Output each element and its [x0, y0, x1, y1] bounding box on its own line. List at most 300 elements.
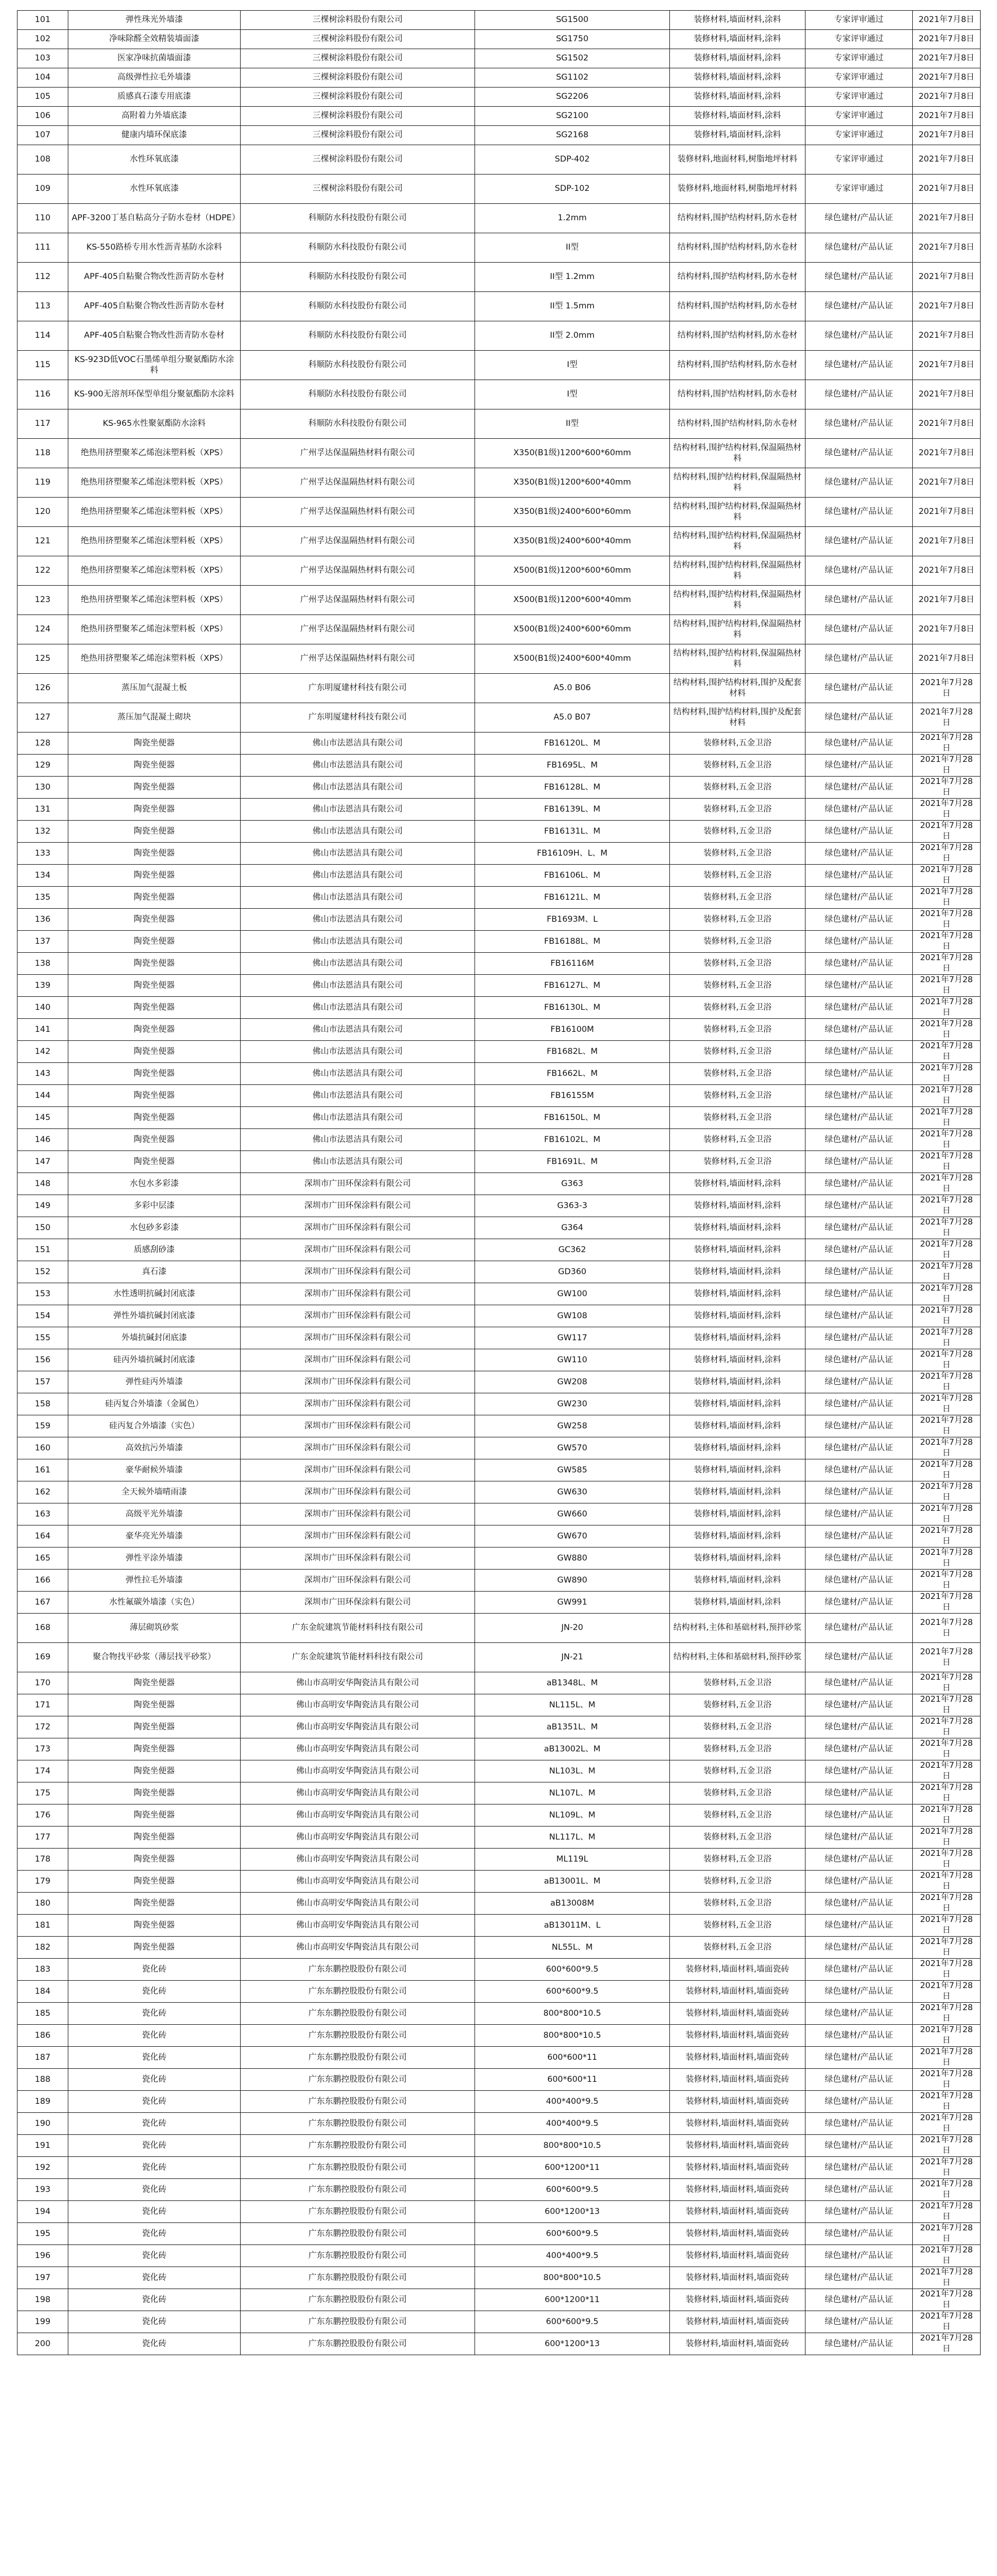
category-cell: 装修材料,墙面材料,涂料 — [670, 1305, 806, 1327]
product-name-cell: 陶瓷坐便器 — [68, 843, 241, 865]
model-cell: FB16130L、M — [475, 997, 670, 1019]
certification-cell: 绿色建材/产品认证 — [806, 975, 913, 997]
category-cell: 装修材料,五金卫浴 — [670, 1804, 806, 1827]
row-number-cell: 182 — [18, 1937, 68, 1959]
date-cell: 2021年7月28日 — [913, 1849, 981, 1871]
date-cell: 2021年7月28日 — [913, 2157, 981, 2179]
model-cell: X500(B1级)2400*600*40mm — [475, 644, 670, 674]
row-number-cell: 185 — [18, 2003, 68, 2025]
date-cell: 2021年7月8日 — [913, 615, 981, 644]
row-number-cell: 143 — [18, 1063, 68, 1085]
certification-cell: 绿色建材/产品认证 — [806, 1694, 913, 1716]
row-number-cell: 188 — [18, 2069, 68, 2091]
category-cell: 装修材料,墙面材料,墙面瓷砖 — [670, 2245, 806, 2267]
product-name-cell: 陶瓷坐便器 — [68, 865, 241, 887]
product-name-cell: 陶瓷坐便器 — [68, 733, 241, 755]
date-cell: 2021年7月28日 — [913, 1437, 981, 1459]
certification-cell: 绿色建材/产品认证 — [806, 1283, 913, 1305]
product-name-cell: 弹性珠光外墙漆 — [68, 11, 241, 30]
row-number-cell: 159 — [18, 1415, 68, 1437]
table-row — [18, 1871, 981, 1893]
certification-cell: 绿色建材/产品认证 — [806, 1173, 913, 1195]
product-name-cell: 瓷化砖 — [68, 2003, 241, 2025]
row-number-cell: 164 — [18, 1525, 68, 1548]
table-row — [18, 527, 981, 556]
category-cell: 结构材料,围护结构材料,防水卷材 — [670, 409, 806, 439]
date-cell: 2021年7月28日 — [913, 1459, 981, 1481]
date-cell: 2021年7月28日 — [913, 1804, 981, 1827]
category-cell: 装修材料,五金卫浴 — [670, 1782, 806, 1804]
table-row — [18, 755, 981, 777]
model-cell: NL103L、M — [475, 1760, 670, 1782]
model-cell: aB1348L、M — [475, 1672, 670, 1694]
date-cell: 2021年7月28日 — [913, 1871, 981, 1893]
model-cell: GW630 — [475, 1481, 670, 1503]
product-name-cell: 多彩中层漆 — [68, 1195, 241, 1217]
table-row — [18, 1643, 981, 1672]
category-cell: 装修材料,墙面材料,墙面瓷砖 — [670, 2333, 806, 2355]
company-cell: 广东东鹏控股股份有限公司 — [241, 2025, 475, 2047]
model-cell: X500(B1级)1200*600*40mm — [475, 586, 670, 615]
company-cell: 广东金皖建筑节能材料科技有限公司 — [241, 1643, 475, 1672]
category-cell: 装修材料,五金卫浴 — [670, 1019, 806, 1041]
table-row — [18, 997, 981, 1019]
certification-cell: 绿色建材/产品认证 — [806, 799, 913, 821]
company-cell: 三棵树涂料股份有限公司 — [241, 145, 475, 175]
table-row — [18, 556, 981, 586]
date-cell: 2021年7月28日 — [913, 909, 981, 931]
row-number-cell: 183 — [18, 1959, 68, 1981]
product-name-cell: 陶瓷坐便器 — [68, 1019, 241, 1041]
row-number-cell: 147 — [18, 1151, 68, 1173]
table-row — [18, 1173, 981, 1195]
company-cell: 广东东鹏控股股份有限公司 — [241, 2179, 475, 2201]
model-cell: I型 — [475, 380, 670, 409]
certification-cell: 专家评审通过 — [806, 88, 913, 107]
category-cell: 装修材料,五金卫浴 — [670, 1694, 806, 1716]
date-cell: 2021年7月28日 — [913, 1959, 981, 1981]
company-cell: 佛山市法恩洁具有限公司 — [241, 931, 475, 953]
product-name-cell: 质感刮砂漆 — [68, 1239, 241, 1261]
product-name-cell: 硅丙复合外墙漆（金属色） — [68, 1393, 241, 1415]
product-name-cell: 瓷化砖 — [68, 1981, 241, 2003]
date-cell: 2021年7月28日 — [913, 1481, 981, 1503]
row-number-cell: 179 — [18, 1871, 68, 1893]
product-name-cell: 绝热用挤塑聚苯乙烯泡沫塑料板（XPS） — [68, 586, 241, 615]
company-cell: 三棵树涂料股份有限公司 — [241, 175, 475, 204]
product-name-cell: 豪华耐候外墙漆 — [68, 1459, 241, 1481]
table-row — [18, 1107, 981, 1129]
product-name-cell: 聚合物找平砂浆（薄层找平砂浆） — [68, 1643, 241, 1672]
certification-cell: 专家评审通过 — [806, 126, 913, 145]
certification-cell: 绿色建材/产品认证 — [806, 644, 913, 674]
certification-cell: 绿色建材/产品认证 — [806, 1129, 913, 1151]
model-cell: SDP-102 — [475, 175, 670, 204]
product-name-cell: 陶瓷坐便器 — [68, 1672, 241, 1694]
category-cell: 结构材料,围护结构材料,防水卷材 — [670, 263, 806, 292]
certification-cell: 绿色建材/产品认证 — [806, 1305, 913, 1327]
model-cell: FB1695L、M — [475, 755, 670, 777]
row-number-cell: 162 — [18, 1481, 68, 1503]
certification-cell: 绿色建材/产品认证 — [806, 1782, 913, 1804]
certification-cell: 绿色建材/产品认证 — [806, 586, 913, 615]
company-cell: 深圳市广田环保涂料有限公司 — [241, 1481, 475, 1503]
model-cell: FB16109H、L、M — [475, 843, 670, 865]
model-cell: GW890 — [475, 1570, 670, 1592]
row-number-cell: 154 — [18, 1305, 68, 1327]
category-cell: 结构材料,围护结构材料,保温隔热材料 — [670, 556, 806, 586]
date-cell: 2021年7月28日 — [913, 1195, 981, 1217]
product-name-cell: 水性环氧底漆 — [68, 145, 241, 175]
date-cell: 2021年7月28日 — [913, 1019, 981, 1041]
row-number-cell: 118 — [18, 439, 68, 468]
certification-cell: 绿色建材/产品认证 — [806, 1937, 913, 1959]
row-number-cell: 130 — [18, 777, 68, 799]
certification-cell: 绿色建材/产品认证 — [806, 1393, 913, 1415]
certification-cell: 绿色建材/产品认证 — [806, 380, 913, 409]
row-number-cell: 178 — [18, 1849, 68, 1871]
product-name-cell: 陶瓷坐便器 — [68, 1849, 241, 1871]
category-cell: 装修材料,墙面材料,墙面瓷砖 — [670, 2003, 806, 2025]
row-number-cell: 136 — [18, 909, 68, 931]
table-row — [18, 821, 981, 843]
category-cell: 结构材料,围护结构材料,保温隔热材料 — [670, 527, 806, 556]
date-cell: 2021年7月28日 — [913, 777, 981, 799]
table-row — [18, 733, 981, 755]
product-name-cell: 瓷化砖 — [68, 2223, 241, 2245]
certification-cell: 绿色建材/产品认证 — [806, 2157, 913, 2179]
company-cell: 佛山市高明安华陶瓷洁具有限公司 — [241, 1672, 475, 1694]
row-number-cell: 144 — [18, 1085, 68, 1107]
company-cell: 深圳市广田环保涂料有限公司 — [241, 1415, 475, 1437]
product-name-cell: 薄层砌筑砂浆 — [68, 1614, 241, 1643]
date-cell: 2021年7月28日 — [913, 2047, 981, 2069]
product-name-cell: 陶瓷坐便器 — [68, 909, 241, 931]
product-name-cell: 陶瓷坐便器 — [68, 1804, 241, 1827]
category-cell: 装修材料,五金卫浴 — [670, 1063, 806, 1085]
model-cell: GW258 — [475, 1415, 670, 1437]
model-cell: GD360 — [475, 1261, 670, 1283]
table-row — [18, 1151, 981, 1173]
model-cell: 600*1200*13 — [475, 2201, 670, 2223]
model-cell: SG2100 — [475, 107, 670, 126]
row-number-cell: 163 — [18, 1503, 68, 1525]
row-number-cell: 129 — [18, 755, 68, 777]
certification-cell: 绿色建材/产品认证 — [806, 733, 913, 755]
table-row — [18, 1782, 981, 1804]
certification-cell: 绿色建材/产品认证 — [806, 2311, 913, 2333]
company-cell: 佛山市法恩洁具有限公司 — [241, 909, 475, 931]
model-cell: X500(B1级)1200*600*60mm — [475, 556, 670, 586]
row-number-cell: 102 — [18, 30, 68, 49]
product-name-cell: 陶瓷坐便器 — [68, 887, 241, 909]
table-row — [18, 1063, 981, 1085]
product-name-cell: 瓷化砖 — [68, 2091, 241, 2113]
certification-cell: 绿色建材/产品认证 — [806, 1871, 913, 1893]
date-cell: 2021年7月28日 — [913, 703, 981, 733]
row-number-cell: 195 — [18, 2223, 68, 2245]
company-cell: 深圳市广田环保涂料有限公司 — [241, 1548, 475, 1570]
category-cell: 装修材料,墙面材料,涂料 — [670, 1195, 806, 1217]
product-name-cell: 陶瓷坐便器 — [68, 953, 241, 975]
row-number-cell: 174 — [18, 1760, 68, 1782]
model-cell: GW660 — [475, 1503, 670, 1525]
certification-cell: 绿色建材/产品认证 — [806, 1063, 913, 1085]
certification-cell: 绿色建材/产品认证 — [806, 843, 913, 865]
row-number-cell: 119 — [18, 468, 68, 498]
product-name-cell: 蒸压加气混凝土板 — [68, 674, 241, 703]
certification-cell: 绿色建材/产品认证 — [806, 1548, 913, 1570]
row-number-cell: 194 — [18, 2201, 68, 2223]
certification-cell: 绿色建材/产品认证 — [806, 1261, 913, 1283]
category-cell: 装修材料,五金卫浴 — [670, 1827, 806, 1849]
row-number-cell: 175 — [18, 1782, 68, 1804]
row-number-cell: 110 — [18, 204, 68, 233]
product-name-cell: 弹性外墙抗碱封闭底漆 — [68, 1305, 241, 1327]
model-cell: 400*400*9.5 — [475, 2245, 670, 2267]
model-cell: 600*600*9.5 — [475, 1981, 670, 2003]
row-number-cell: 111 — [18, 233, 68, 263]
company-cell: 科顺防水科技股份有限公司 — [241, 409, 475, 439]
date-cell: 2021年7月28日 — [913, 1415, 981, 1437]
table-row — [18, 799, 981, 821]
category-cell: 装修材料,五金卫浴 — [670, 1041, 806, 1063]
category-cell: 装修材料,墙面材料,涂料 — [670, 1503, 806, 1525]
certification-cell: 绿色建材/产品认证 — [806, 1760, 913, 1782]
table-row — [18, 1592, 981, 1614]
table-row — [18, 1760, 981, 1782]
row-number-cell: 166 — [18, 1570, 68, 1592]
model-cell: SG1102 — [475, 68, 670, 88]
date-cell: 2021年7月28日 — [913, 1371, 981, 1393]
date-cell: 2021年7月28日 — [913, 975, 981, 997]
certification-cell: 绿色建材/产品认证 — [806, 2333, 913, 2355]
model-cell: GW100 — [475, 1283, 670, 1305]
date-cell: 2021年7月8日 — [913, 107, 981, 126]
certification-cell: 绿色建材/产品认证 — [806, 2047, 913, 2069]
date-cell: 2021年7月8日 — [913, 88, 981, 107]
company-cell: 佛山市法恩洁具有限公司 — [241, 953, 475, 975]
model-cell: FB16127L、M — [475, 975, 670, 997]
certification-cell: 绿色建材/产品认证 — [806, 1525, 913, 1548]
certification-cell: 绿色建材/产品认证 — [806, 351, 913, 380]
product-name-cell: 陶瓷坐便器 — [68, 1107, 241, 1129]
model-cell: GW230 — [475, 1393, 670, 1415]
table-row — [18, 1614, 981, 1643]
product-name-cell: 瓷化砖 — [68, 2311, 241, 2333]
company-cell: 科顺防水科技股份有限公司 — [241, 233, 475, 263]
product-name-cell: KS-550路桥专用水性沥青基防水涂料 — [68, 233, 241, 263]
date-cell: 2021年7月28日 — [913, 733, 981, 755]
model-cell: GW117 — [475, 1327, 670, 1349]
category-cell: 装修材料,五金卫浴 — [670, 1716, 806, 1738]
model-cell: aB13011M、L — [475, 1915, 670, 1937]
company-cell: 三棵树涂料股份有限公司 — [241, 68, 475, 88]
model-cell: JN-21 — [475, 1643, 670, 1672]
date-cell: 2021年7月28日 — [913, 2091, 981, 2113]
category-cell: 装修材料,五金卫浴 — [670, 1107, 806, 1129]
product-name-cell: 质感真石漆专用底漆 — [68, 88, 241, 107]
certification-cell: 绿色建材/产品认证 — [806, 321, 913, 351]
row-number-cell: 168 — [18, 1614, 68, 1643]
product-name-cell: 水性氟碳外墙漆（实色） — [68, 1592, 241, 1614]
company-cell: 三棵树涂料股份有限公司 — [241, 11, 475, 30]
company-cell: 佛山市法恩洁具有限公司 — [241, 1041, 475, 1063]
product-name-cell: 医家净味抗菌墙面漆 — [68, 49, 241, 68]
row-number-cell: 176 — [18, 1804, 68, 1827]
product-name-cell: 瓷化砖 — [68, 2289, 241, 2311]
date-cell: 2021年7月28日 — [913, 1239, 981, 1261]
date-cell: 2021年7月8日 — [913, 409, 981, 439]
row-number-cell: 148 — [18, 1173, 68, 1195]
date-cell: 2021年7月28日 — [913, 2179, 981, 2201]
product-name-cell: 瓷化砖 — [68, 2201, 241, 2223]
certification-cell: 绿色建材/产品认证 — [806, 1459, 913, 1481]
date-cell: 2021年7月8日 — [913, 468, 981, 498]
company-cell: 广东东鹏控股股份有限公司 — [241, 2113, 475, 2135]
certification-cell: 绿色建材/产品认证 — [806, 1959, 913, 1981]
table-row — [18, 2047, 981, 2069]
certification-cell: 绿色建材/产品认证 — [806, 755, 913, 777]
product-name-cell: 硅丙复合外墙漆（实色） — [68, 1415, 241, 1437]
certification-cell: 绿色建材/产品认证 — [806, 2025, 913, 2047]
table-row — [18, 2333, 981, 2355]
certification-cell: 绿色建材/产品认证 — [806, 615, 913, 644]
row-number-cell: 135 — [18, 887, 68, 909]
company-cell: 佛山市法恩洁具有限公司 — [241, 755, 475, 777]
model-cell: NL107L、M — [475, 1782, 670, 1804]
certification-cell: 绿色建材/产品认证 — [806, 1327, 913, 1349]
company-cell: 三棵树涂料股份有限公司 — [241, 49, 475, 68]
row-number-cell: 139 — [18, 975, 68, 997]
date-cell: 2021年7月8日 — [913, 263, 981, 292]
date-cell: 2021年7月28日 — [913, 2289, 981, 2311]
product-name-cell: 弹性平涂外墙漆 — [68, 1548, 241, 1570]
row-number-cell: 180 — [18, 1893, 68, 1915]
date-cell: 2021年7月28日 — [913, 1760, 981, 1782]
product-name-cell: 绝热用挤塑聚苯乙烯泡沫塑料板（XPS） — [68, 468, 241, 498]
category-cell: 装修材料,五金卫浴 — [670, 1672, 806, 1694]
certification-cell: 绿色建材/产品认证 — [806, 2091, 913, 2113]
certification-cell: 绿色建材/产品认证 — [806, 2267, 913, 2289]
product-name-cell: 高效抗污外墙漆 — [68, 1437, 241, 1459]
row-number-cell: 173 — [18, 1738, 68, 1760]
category-cell: 装修材料,五金卫浴 — [670, 1893, 806, 1915]
company-cell: 深圳市广田环保涂料有限公司 — [241, 1283, 475, 1305]
table-row — [18, 2135, 981, 2157]
model-cell: SG2206 — [475, 88, 670, 107]
row-number-cell: 146 — [18, 1129, 68, 1151]
table-row — [18, 1481, 981, 1503]
company-cell: 深圳市广田环保涂料有限公司 — [241, 1570, 475, 1592]
date-cell: 2021年7月28日 — [913, 1283, 981, 1305]
certification-cell: 绿色建材/产品认证 — [806, 674, 913, 703]
row-number-cell: 109 — [18, 175, 68, 204]
model-cell: FB16139L、M — [475, 799, 670, 821]
category-cell: 结构材料,围护结构材料,防水卷材 — [670, 321, 806, 351]
certification-cell: 绿色建材/产品认证 — [806, 1239, 913, 1261]
certification-cell: 绿色建材/产品认证 — [806, 2069, 913, 2091]
product-name-cell: 豪华亮光外墙漆 — [68, 1525, 241, 1548]
date-cell: 2021年7月28日 — [913, 1782, 981, 1804]
model-cell: 600*600*11 — [475, 2069, 670, 2091]
date-cell: 2021年7月28日 — [913, 1151, 981, 1173]
category-cell: 装修材料,五金卫浴 — [670, 1849, 806, 1871]
company-cell: 佛山市高明安华陶瓷洁具有限公司 — [241, 1871, 475, 1893]
category-cell: 结构材料,围护结构材料,保温隔热材料 — [670, 439, 806, 468]
model-cell: aB1351L、M — [475, 1716, 670, 1738]
model-cell: FB16128L、M — [475, 777, 670, 799]
model-cell: aB13008M — [475, 1893, 670, 1915]
category-cell: 结构材料,围护结构材料,防水卷材 — [670, 380, 806, 409]
category-cell: 装修材料,五金卫浴 — [670, 843, 806, 865]
model-cell: I型 — [475, 351, 670, 380]
model-cell: FB16106L、M — [475, 865, 670, 887]
row-number-cell: 181 — [18, 1915, 68, 1937]
product-name-cell: 陶瓷坐便器 — [68, 821, 241, 843]
row-number-cell: 150 — [18, 1217, 68, 1239]
table-row — [18, 1849, 981, 1871]
certification-cell: 绿色建材/产品认证 — [806, 556, 913, 586]
table-row — [18, 1019, 981, 1041]
product-name-cell: 陶瓷坐便器 — [68, 1738, 241, 1760]
company-cell: 广州孚达保温隔热材料有限公司 — [241, 615, 475, 644]
table-row — [18, 931, 981, 953]
company-cell: 深圳市广田环保涂料有限公司 — [241, 1195, 475, 1217]
company-cell: 深圳市广田环保涂料有限公司 — [241, 1173, 475, 1195]
product-name-cell: 瓷化砖 — [68, 2069, 241, 2091]
date-cell: 2021年7月28日 — [913, 1827, 981, 1849]
table-row — [18, 953, 981, 975]
table-row — [18, 615, 981, 644]
model-cell: JN-20 — [475, 1614, 670, 1643]
date-cell: 2021年7月28日 — [913, 1525, 981, 1548]
model-cell: GW108 — [475, 1305, 670, 1327]
product-name-cell: 绝热用挤塑聚苯乙烯泡沫塑料板（XPS） — [68, 615, 241, 644]
company-cell: 佛山市高明安华陶瓷洁具有限公司 — [241, 1915, 475, 1937]
category-cell: 装修材料,五金卫浴 — [670, 755, 806, 777]
company-cell: 科顺防水科技股份有限公司 — [241, 263, 475, 292]
row-number-cell: 170 — [18, 1672, 68, 1694]
product-name-cell: APF-405自粘聚合物改性沥青防水卷材 — [68, 263, 241, 292]
category-cell: 装修材料,墙面材料,涂料 — [670, 49, 806, 68]
date-cell: 2021年7月8日 — [913, 233, 981, 263]
product-name-cell: 弹性硅丙外墙漆 — [68, 1371, 241, 1393]
model-cell: GW208 — [475, 1371, 670, 1393]
category-cell: 结构材料,围护结构材料,保温隔热材料 — [670, 615, 806, 644]
company-cell: 佛山市高明安华陶瓷洁具有限公司 — [241, 1738, 475, 1760]
category-cell: 装修材料,墙面材料,涂料 — [670, 1371, 806, 1393]
date-cell: 2021年7月28日 — [913, 1261, 981, 1283]
row-number-cell: 152 — [18, 1261, 68, 1283]
category-cell: 装修材料,墙面材料,涂料 — [670, 1239, 806, 1261]
company-cell: 深圳市广田环保涂料有限公司 — [241, 1305, 475, 1327]
table-row — [18, 233, 981, 263]
model-cell: 600*600*9.5 — [475, 1959, 670, 1981]
certification-cell: 绿色建材/产品认证 — [806, 498, 913, 527]
model-cell: GC362 — [475, 1239, 670, 1261]
category-cell: 装修材料,墙面材料,墙面瓷砖 — [670, 2047, 806, 2069]
category-cell: 结构材料,围护结构材料,保温隔热材料 — [670, 498, 806, 527]
table-row — [18, 1085, 981, 1107]
model-cell: X500(B1级)2400*600*60mm — [475, 615, 670, 644]
product-name-cell: 瓷化砖 — [68, 2135, 241, 2157]
row-number-cell: 103 — [18, 49, 68, 68]
product-name-cell: 陶瓷坐便器 — [68, 1760, 241, 1782]
category-cell: 装修材料,墙面材料,涂料 — [670, 1525, 806, 1548]
category-cell: 装修材料,墙面材料,墙面瓷砖 — [670, 2311, 806, 2333]
model-cell: FB16155M — [475, 1085, 670, 1107]
